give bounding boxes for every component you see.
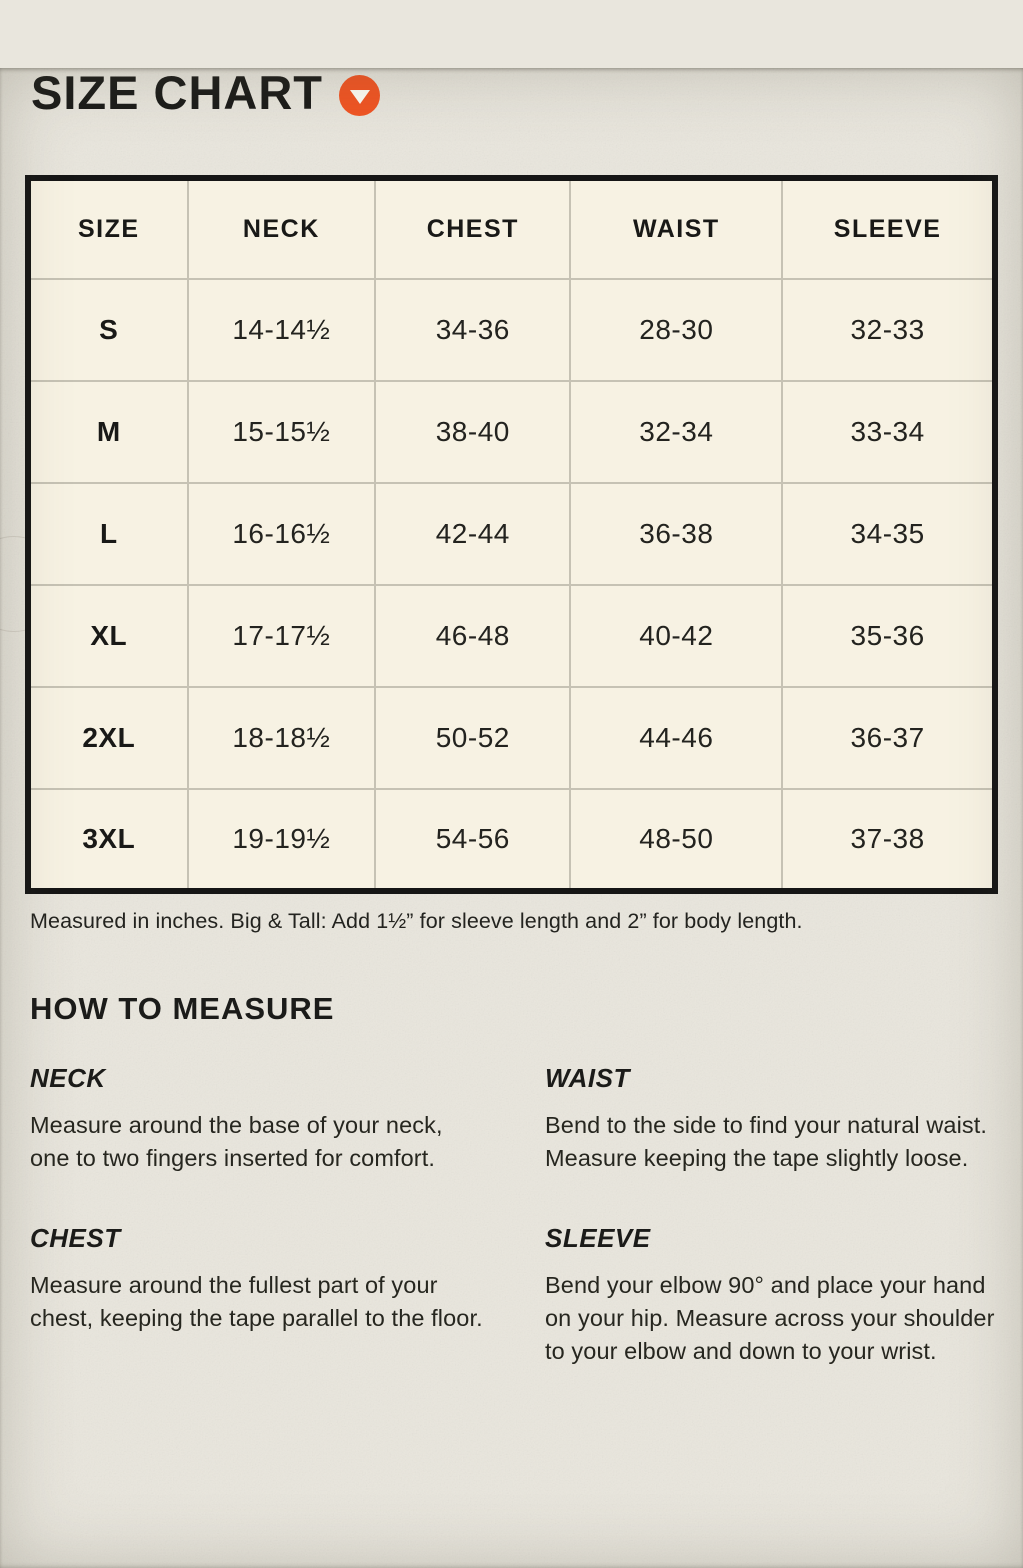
cell-neck: 17-17½ <box>188 585 376 687</box>
table-row-3xl <box>28 789 995 891</box>
measure-section-waist <box>545 1063 998 1176</box>
column-header-sleeve: SLEEVE <box>782 178 995 279</box>
cell-waist: 36-38 <box>570 483 782 585</box>
section-text-neck: Measure around the base of your neck, one to two fingers inserted for comfort. <box>30 1112 443 1172</box>
table-row-l <box>28 483 995 585</box>
cell-size: S <box>28 279 188 381</box>
column-header-neck: NECK <box>188 178 376 279</box>
table-row-xl <box>28 585 995 687</box>
cell-size: XL <box>28 585 188 687</box>
cell-neck: 18-18½ <box>188 687 376 789</box>
section-text-waist: Bend to the side to find your natural waist. Measure keeping the tape slightly loose. <box>545 1112 988 1172</box>
cell-sleeve: 33-34 <box>782 381 995 483</box>
cell-size: M <box>28 381 188 483</box>
section-label-neck: NECK <box>30 1063 106 1093</box>
section-label-waist: WAIST <box>545 1063 630 1093</box>
title-row <box>31 68 998 118</box>
cell-sleeve: 35-36 <box>782 585 995 687</box>
table-row-m <box>28 381 995 483</box>
cell-chest: 38-40 <box>375 381 570 483</box>
section-text-chest: Measure around the fullest part of your chest, keeping the tape parallel to the floor. <box>30 1271 483 1332</box>
table-row-2xl <box>28 687 995 789</box>
cell-neck: 14-14½ <box>188 279 376 381</box>
cell-sleeve: 34-35 <box>782 483 995 585</box>
cell-neck: 16-16½ <box>188 483 376 585</box>
cell-neck: 15-15½ <box>188 381 376 483</box>
cell-waist: 32-34 <box>570 381 782 483</box>
cell-chest: 50-52 <box>375 687 570 789</box>
cell-chest: 54-56 <box>375 789 570 891</box>
table-row-s <box>28 279 995 381</box>
cell-waist: 44-46 <box>570 687 782 789</box>
column-header-size: SIZE <box>28 178 188 279</box>
cell-size: L <box>28 483 188 585</box>
cell-size: 2XL <box>28 687 188 789</box>
section-text-sleeve: Bend your elbow 90° and place your hand on your hip. Measure across your shoulder to your elbow and down to your wrist. <box>545 1271 995 1365</box>
cell-sleeve: 32-33 <box>782 279 995 381</box>
cell-neck: 19-19½ <box>188 789 376 891</box>
size-chart-page <box>0 68 1023 1369</box>
chevron-down-circle-icon[interactable] <box>339 75 380 116</box>
how-to-measure-grid <box>30 1063 998 1369</box>
cell-waist: 28-30 <box>570 279 782 381</box>
section-label-chest: CHEST <box>30 1222 121 1253</box>
size-chart-table <box>25 175 998 894</box>
cell-chest: 34-36 <box>375 279 570 381</box>
cell-chest: 42-44 <box>375 483 570 585</box>
cell-waist: 40-42 <box>570 585 782 687</box>
measurement-note: Measured in inches. Big & Tall: Add 1½” for sleeve length and 2” for body length. <box>30 909 803 933</box>
measure-section-sleeve <box>545 1223 998 1369</box>
page-title: SIZE CHART <box>31 66 323 119</box>
measure-section-chest <box>30 1223 483 1369</box>
column-header-chest: CHEST <box>375 178 570 279</box>
how-to-measure-heading: HOW TO MEASURE <box>30 991 335 1026</box>
cell-size: 3XL <box>28 789 188 891</box>
table-header-row <box>28 178 995 279</box>
cell-sleeve: 36-37 <box>782 687 995 789</box>
cell-sleeve: 37-38 <box>782 789 995 891</box>
down-triangle-icon <box>350 90 370 104</box>
cell-chest: 46-48 <box>375 585 570 687</box>
measure-section-neck <box>30 1063 483 1176</box>
section-label-sleeve: SLEEVE <box>545 1222 651 1253</box>
cell-waist: 48-50 <box>570 789 782 891</box>
column-header-waist: WAIST <box>570 178 782 279</box>
